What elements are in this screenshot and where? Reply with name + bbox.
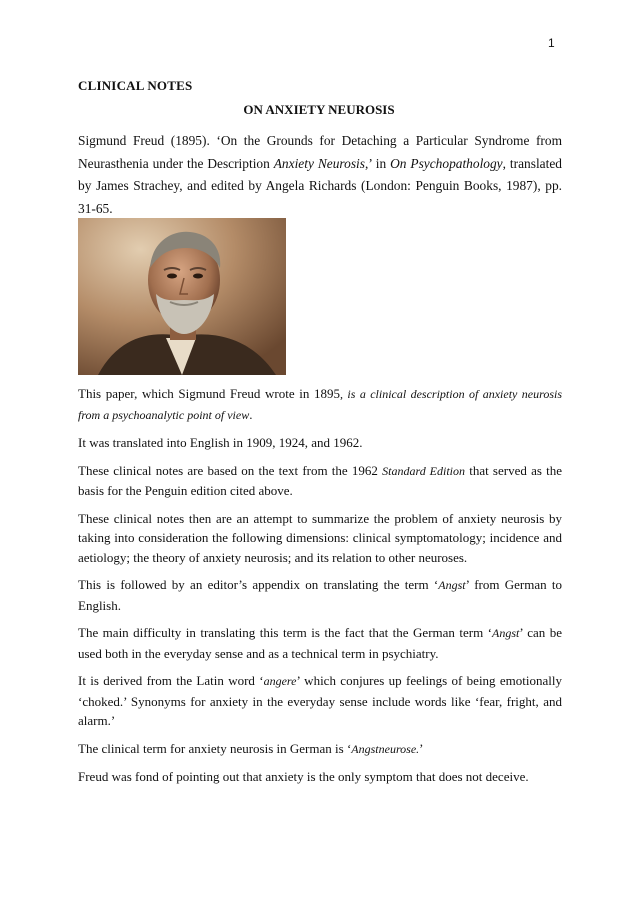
- paragraph-text: This is followed by an editor’s appendix on translating the term ‘: [78, 577, 439, 592]
- paragraph-text: ’ can be used both in the everyday sense and as a technical term in psychiatry.: [78, 625, 562, 661]
- paragraph: [78, 623, 562, 663]
- paragraph-text: ’ from German to English.: [78, 577, 562, 613]
- citation-text: Sigmund Freud (1895). ‘On the Grounds for Detaching a Particular Syndrome from Neurasthenia under the Description: [78, 133, 562, 171]
- citation-italic-book: On Psychopathology: [390, 155, 503, 171]
- paragraph-text: This paper, which Sigmund Freud wrote in 1895: [78, 386, 341, 401]
- paragraph-italic: Angstneurose.: [351, 741, 420, 756]
- paragraph: These clinical notes then are an attempt to summarize the problem of anxiety neurosis by taking into consideration the following dimensions: clinical symptomatology; incidence and aetiology; the theory of anxiety neurosis; and its relation to other neuroses.: [78, 510, 562, 565]
- paragraph-italic: , is a clinical description of anxiety neurosis from a psychoanalytic point of view: [78, 387, 562, 422]
- paragraph-italic: angere: [263, 674, 297, 688]
- paragraph-text: ’: [419, 740, 424, 756]
- paragraph-text: It is derived from the Latin word ‘: [78, 673, 264, 688]
- paragraph-italic: Standard Edition: [382, 463, 465, 478]
- portrait-drawing: [78, 218, 286, 375]
- citation-text: , translated by James Strachey, and edited by Angela Richards (London: Penguin Books, 1987), pp. 31-65.: [78, 155, 562, 216]
- paragraph: It was translated into English in 1909, 1924, and 1962.: [78, 435, 363, 450]
- paragraph: [78, 575, 562, 615]
- citation-text: ,’ in: [364, 155, 391, 171]
- document-body: [78, 384, 562, 795]
- paragraph: [78, 739, 562, 760]
- paragraph: [78, 384, 562, 425]
- freud-portrait-image: [78, 218, 286, 375]
- page-number: 1: [548, 36, 555, 50]
- paragraph-italic: Angst: [492, 626, 520, 640]
- paragraph-text: These clinical notes are based on the text from the 1962: [78, 462, 383, 478]
- document-title: ON ANXIETY NEUROSIS: [243, 102, 395, 117]
- paragraph-text: The main difficulty in translating this term is the fact that the German term ‘: [78, 625, 493, 640]
- document-label: CLINICAL NOTES: [78, 78, 193, 93]
- paragraph-text: The clinical term for anxiety neurosis in German is ‘: [78, 740, 352, 756]
- citation: [78, 130, 562, 220]
- paragraph: Freud was fond of pointing out that anxiety is the only symptom that does not deceive.: [78, 769, 529, 784]
- paragraph-italic: Angst: [438, 578, 466, 592]
- paragraph-text: ’ which conjures up feelings of being emotionally ‘choked.’ Synonyms for anxiety in the everyday sense include words like ‘fear, fright, and alarm.’: [78, 673, 562, 728]
- paragraph: [78, 671, 562, 731]
- paragraph: [78, 461, 562, 501]
- paragraph-text: .: [249, 406, 253, 422]
- paragraph-text: that served as the basis for the Penguin edition cited above.: [78, 462, 563, 498]
- citation-italic-title: Anxiety Neurosis: [273, 155, 365, 171]
